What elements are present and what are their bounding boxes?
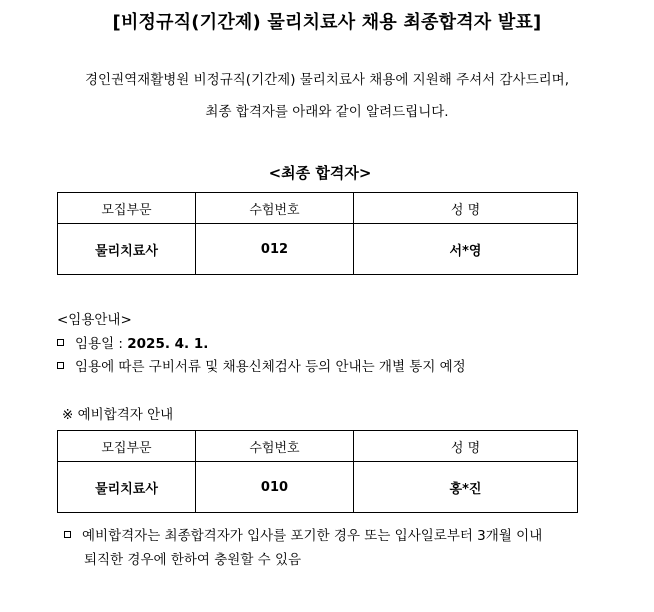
cell-department: 물리치료사 xyxy=(58,224,196,275)
appointment-note: 임용에 따른 구비서류 및 채용신체검사 등의 안내는 개별 통지 예정 xyxy=(75,359,466,375)
appointment-date-line xyxy=(57,332,208,352)
header-name: 성 명 xyxy=(354,193,578,224)
square-bullet-icon xyxy=(57,362,64,369)
table-row xyxy=(58,462,578,513)
cell-exam-number: 010 xyxy=(196,462,354,513)
cell-name: 서*영 xyxy=(354,224,578,275)
appointment-heading: <임용안내> xyxy=(57,312,132,328)
final-section-title: <최종 합격자> xyxy=(268,164,372,182)
header-department: 모집부문 xyxy=(58,431,196,462)
header-exam-number: 수험번호 xyxy=(196,193,354,224)
reserve-results-table xyxy=(57,430,578,513)
header-department: 모집부문 xyxy=(58,193,196,224)
appointment-date-value: 2025. 4. 1. xyxy=(127,336,209,352)
appointment-note-line xyxy=(57,355,466,375)
reserve-note-line-2: 퇴직한 경우에 한하여 충원할 수 있음 xyxy=(84,552,302,568)
cell-department: 물리치료사 xyxy=(58,462,196,513)
square-bullet-icon xyxy=(64,531,71,538)
reserve-note-line-1 xyxy=(64,524,542,544)
square-bullet-icon xyxy=(57,339,64,346)
page-title: [비정규직(기간제) 물리치료사 채용 최종합격자 발표] xyxy=(112,12,542,33)
table-header-row xyxy=(58,431,578,462)
reserve-note-text-1: 예비합격자는 최종합격자가 입사를 포기한 경우 또는 입사일로부터 3개월 이내 xyxy=(82,528,543,544)
cell-name: 홍*진 xyxy=(354,462,578,513)
cell-exam-number: 012 xyxy=(196,224,354,275)
intro-text-line-1: 경인권역재활병원 비정규직(기간제) 물리치료사 채용에 지원해 주셔서 감사드리며, xyxy=(85,72,569,88)
final-results-table xyxy=(57,192,578,275)
table-row xyxy=(58,224,578,275)
table-header-row xyxy=(58,193,578,224)
header-exam-number: 수험번호 xyxy=(196,431,354,462)
appointment-date-label: 임용일 : xyxy=(75,336,128,352)
header-name: 성 명 xyxy=(354,431,578,462)
intro-text-line-2: 최종 합격자를 아래와 같이 알려드립니다. xyxy=(205,104,449,120)
reserve-heading: ※ 예비합격자 안내 xyxy=(62,407,174,423)
